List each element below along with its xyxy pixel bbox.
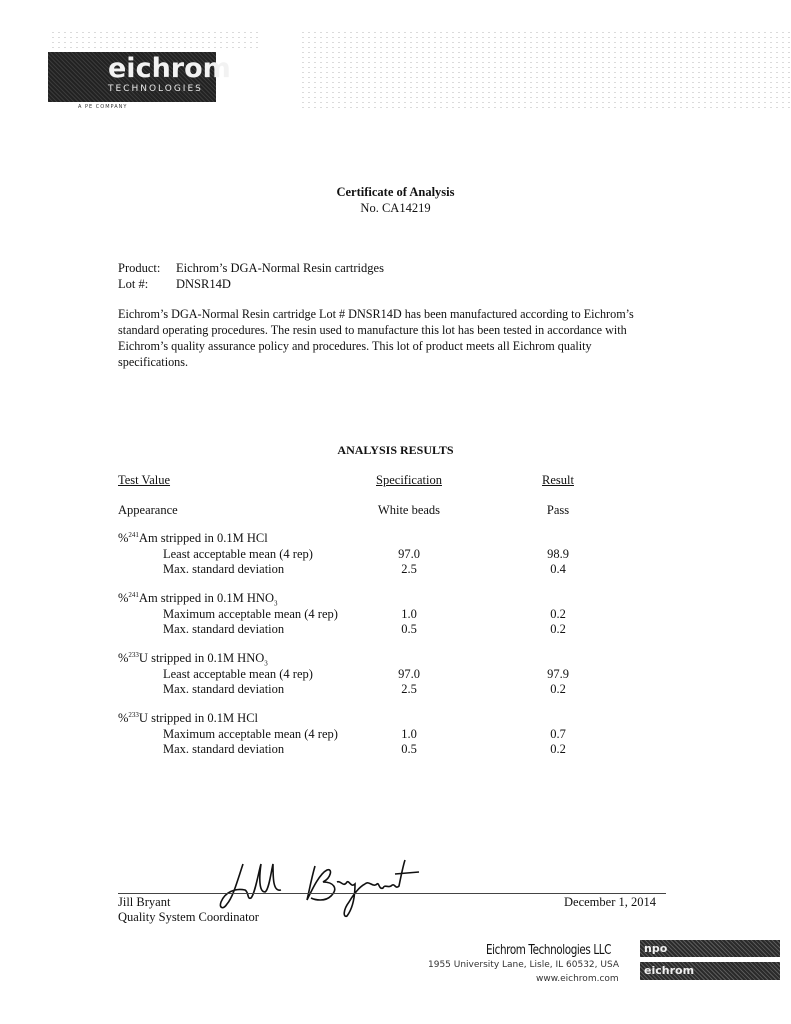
signature-line	[118, 893, 666, 894]
test-row-result: 0.2	[550, 622, 566, 636]
test-row-label: Least acceptable mean (4 rep)	[163, 547, 313, 561]
test-group-heading: %$^{233}$U stripped in 0.1M $HNO_3$	[118, 651, 268, 668]
test-row-spec: 97.0	[398, 547, 420, 561]
test-row-result: 98.9	[547, 547, 569, 561]
test-row-result: 0.7	[550, 727, 566, 741]
test-group-heading: %$^{233}$U stripped in 0.1M HCl	[118, 711, 259, 726]
footer-website: www.eichrom.com	[536, 974, 619, 984]
npo-badge: npo	[640, 940, 780, 957]
test-group-heading: %$^{241}$Am stripped in 0.1M $HNO_3$	[118, 591, 278, 608]
signature-date: December 1, 2014	[564, 895, 656, 909]
test-row-label: Maximum acceptable mean (4 rep)	[163, 727, 338, 741]
test-row-spec: 2.5	[401, 562, 417, 576]
certification-paragraph: Eichrom’s DGA-Normal Resin cartridge Lot # DNSR14D has been manufactured according to Eichrom’s standard operating procedures. The resin used to manufacture this lot has been tested in accordance with Eichrom’s quality assurance policy and procedures. This lot of product meets all Eichrom quality specifications.	[118, 307, 634, 369]
signatory-role: Quality System Coordinator	[118, 910, 259, 924]
certificate-number: No. CA14219	[360, 201, 431, 215]
appearance-spec: White beads	[377, 503, 441, 517]
test-row-spec: 1.0	[401, 607, 417, 621]
test-row-spec: 0.5	[401, 622, 417, 636]
test-row-spec: 97.0	[398, 667, 420, 681]
analysis-heading: ANALYSIS RESULTS	[337, 443, 454, 457]
scan-noise-right	[300, 30, 790, 110]
test-row-label: Max. standard deviation	[163, 742, 285, 756]
test-row-result: 0.2	[550, 607, 566, 621]
test-group-heading: %$^{241}$Am stripped in 0.1M HCl	[118, 531, 268, 546]
footer-company: Eichrom Technologies LLC	[486, 943, 611, 958]
signatory-name: Jill Bryant	[118, 895, 171, 909]
appearance-result: Pass	[546, 503, 570, 517]
product-value: Eichrom’s DGA-Normal Resin cartridges	[176, 261, 384, 275]
lot-label: Lot #:	[118, 277, 149, 291]
logo-tagline: A PE COMPANY	[78, 104, 128, 110]
test-row-label: Max. standard deviation	[163, 562, 285, 576]
footer-address: 1955 University Lane, Lisle, IL 60532, USA	[428, 960, 619, 970]
document-title: Certificate of Analysis	[336, 185, 455, 199]
appearance-label: Appearance	[118, 503, 178, 517]
test-row-spec: 2.5	[401, 682, 417, 696]
product-label: Product:	[118, 261, 161, 275]
column-header-test: Test Value	[118, 473, 171, 487]
test-row-result: 0.4	[550, 562, 566, 576]
logo-subtitle: TECHNOLOGIES	[108, 84, 203, 94]
test-row-result: 0.2	[550, 742, 566, 756]
logo-wordmark: eichrom	[108, 53, 231, 84]
test-row-spec: 0.5	[401, 742, 417, 756]
test-row-label: Maximum acceptable mean (4 rep)	[163, 607, 338, 621]
eichrom-footer-badge: eichrom	[640, 962, 780, 980]
test-row-label: Max. standard deviation	[163, 622, 285, 636]
test-row-spec: 1.0	[401, 727, 417, 741]
column-header-result: Result	[542, 473, 574, 487]
test-row-result: 0.2	[550, 682, 566, 696]
test-row-label: Max. standard deviation	[163, 682, 285, 696]
column-header-spec: Specification	[376, 473, 442, 487]
test-row-result: 97.9	[547, 667, 569, 681]
lot-value: DNSR14D	[176, 277, 231, 291]
test-row-label: Least acceptable mean (4 rep)	[163, 667, 313, 681]
scan-noise-left	[50, 30, 260, 50]
